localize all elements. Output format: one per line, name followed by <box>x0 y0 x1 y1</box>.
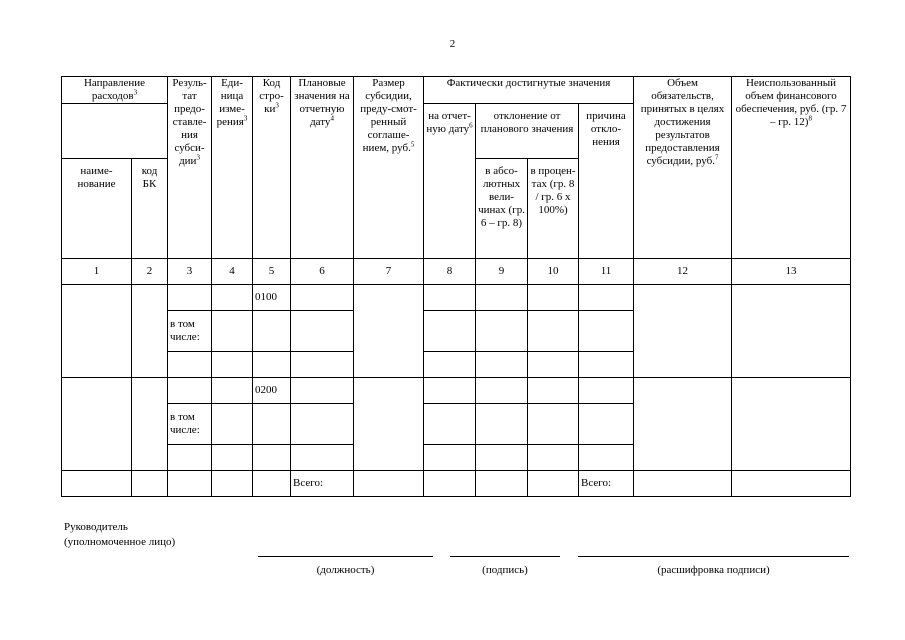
cell <box>212 378 253 404</box>
cell <box>132 471 168 497</box>
cell <box>476 445 528 471</box>
cell <box>291 352 354 378</box>
cell <box>212 404 253 445</box>
cell <box>168 285 212 311</box>
cell <box>424 311 476 352</box>
cell <box>528 445 579 471</box>
cell <box>212 352 253 378</box>
cell <box>634 471 732 497</box>
cell-obligations-2 <box>634 378 732 471</box>
cell <box>212 471 253 497</box>
col-num-13: 13 <box>732 259 851 285</box>
col-num-4: 4 <box>212 259 253 285</box>
sign-line <box>450 556 560 557</box>
header-abs: в абсо-лютных вели-чинах (гр. 6 – гр. 8) <box>476 159 528 259</box>
cell-subsidy-2 <box>354 378 424 471</box>
cell <box>424 404 476 445</box>
decode-caption: (расшифровка подписи) <box>657 564 770 576</box>
col-num-2: 2 <box>132 259 168 285</box>
total-label-plan: Всего: <box>291 471 354 497</box>
signature-authorized: (уполномоченное лицо) <box>64 536 176 548</box>
cell <box>579 445 634 471</box>
cell <box>579 404 634 445</box>
cell <box>579 378 634 404</box>
cell <box>212 311 253 352</box>
cell <box>579 285 634 311</box>
cell <box>253 445 291 471</box>
cell-kbk-2 <box>132 378 168 471</box>
cell <box>424 352 476 378</box>
header-actual: Фактически достигнутые значения <box>424 77 634 104</box>
decode-line <box>578 556 849 557</box>
header-reason: причина откло-нения <box>579 104 634 259</box>
header-result: Резуль-тат предо-ставле-ния субси-дии$^3$ <box>168 77 212 259</box>
header-deviation: отклонение от планового значения <box>476 104 579 159</box>
cell <box>168 445 212 471</box>
header-subsidy: Размер субсидии, преду-смот-ренный соглаше-нием, руб.$^5$ <box>354 77 424 259</box>
cell-name-1 <box>62 285 132 378</box>
col-num-3: 3 <box>168 259 212 285</box>
cell-unused-2 <box>732 378 851 471</box>
table-row <box>62 378 851 404</box>
cell <box>62 471 132 497</box>
col-num-9: 9 <box>476 259 528 285</box>
cell <box>168 471 212 497</box>
cell <box>253 471 291 497</box>
header-unused: Неиспользованный объем финансового обеспечения, руб. (гр. 7 – гр. 12)$^8$ <box>732 77 851 259</box>
cell <box>253 352 291 378</box>
header-kbk: код БК <box>132 159 168 259</box>
col-num-5: 5 <box>253 259 291 285</box>
cell <box>528 378 579 404</box>
cell-subsidy-1 <box>354 285 424 378</box>
header-line-code: Код стро-$ки^3$ <box>253 77 291 259</box>
cell <box>476 471 528 497</box>
sign-caption: (подпись) <box>482 564 528 576</box>
col-num-11: 11 <box>579 259 634 285</box>
cell <box>528 352 579 378</box>
col-num-8: 8 <box>424 259 476 285</box>
including-label: в том числе: <box>168 404 212 445</box>
col-num-1: 1 <box>62 259 132 285</box>
col-num-7: 7 <box>354 259 424 285</box>
cell-kbk-1 <box>132 285 168 378</box>
cell-unused-1 <box>732 285 851 378</box>
cell <box>291 404 354 445</box>
cell <box>476 352 528 378</box>
cell <box>476 404 528 445</box>
cell <box>253 404 291 445</box>
header-at-date: на отчет-ную дату$^6$ <box>424 104 476 259</box>
cell <box>354 471 424 497</box>
report-table <box>61 76 851 497</box>
position-line <box>258 556 433 557</box>
line-code-cell: 0100 <box>253 285 291 311</box>
line-code-cell: 0200 <box>253 378 291 404</box>
cell <box>424 285 476 311</box>
signature-head: Руководитель <box>64 521 128 533</box>
cell <box>212 285 253 311</box>
cell-obligations-1 <box>634 285 732 378</box>
total-label-reason: Всего: <box>579 471 634 497</box>
cell <box>476 311 528 352</box>
cell <box>579 311 634 352</box>
cell <box>528 471 579 497</box>
table-row <box>62 285 851 311</box>
header-unit: Еди-ница изме-рения$^3$ <box>212 77 253 259</box>
cell-name-2 <box>62 378 132 471</box>
total-row <box>62 471 851 497</box>
position-caption: (должность) <box>316 564 375 576</box>
cell <box>291 378 354 404</box>
header-pct: в процен-тах (гр. 8 / гр. 6 x 100%) <box>528 159 579 259</box>
cell <box>424 378 476 404</box>
cell <box>528 311 579 352</box>
header-direction: Направление расходов$^3$ <box>62 77 168 104</box>
cell <box>476 285 528 311</box>
header-direction-spacer <box>62 104 168 159</box>
cell <box>476 378 528 404</box>
cell <box>732 471 851 497</box>
col-num-6: 6 <box>291 259 354 285</box>
cell <box>291 285 354 311</box>
cell <box>579 352 634 378</box>
header-obligations: Объем обязательств, принятых в целях достижения результатов предоставления субсидии, руб.$^7$ <box>634 77 732 259</box>
cell <box>168 378 212 404</box>
col-num-12: 12 <box>634 259 732 285</box>
cell <box>424 445 476 471</box>
header-name: наиме-нование <box>62 159 132 259</box>
cell <box>212 445 253 471</box>
including-label: в том числе: <box>168 311 212 352</box>
cell <box>528 404 579 445</box>
cell <box>291 445 354 471</box>
page-number: 2 <box>449 38 456 50</box>
cell <box>528 285 579 311</box>
cell <box>291 311 354 352</box>
cell <box>168 352 212 378</box>
cell <box>424 471 476 497</box>
cell <box>253 311 291 352</box>
header-plan: Плановые значения на отчетную дату$^4$ <box>291 77 354 259</box>
col-num-10: 10 <box>528 259 579 285</box>
